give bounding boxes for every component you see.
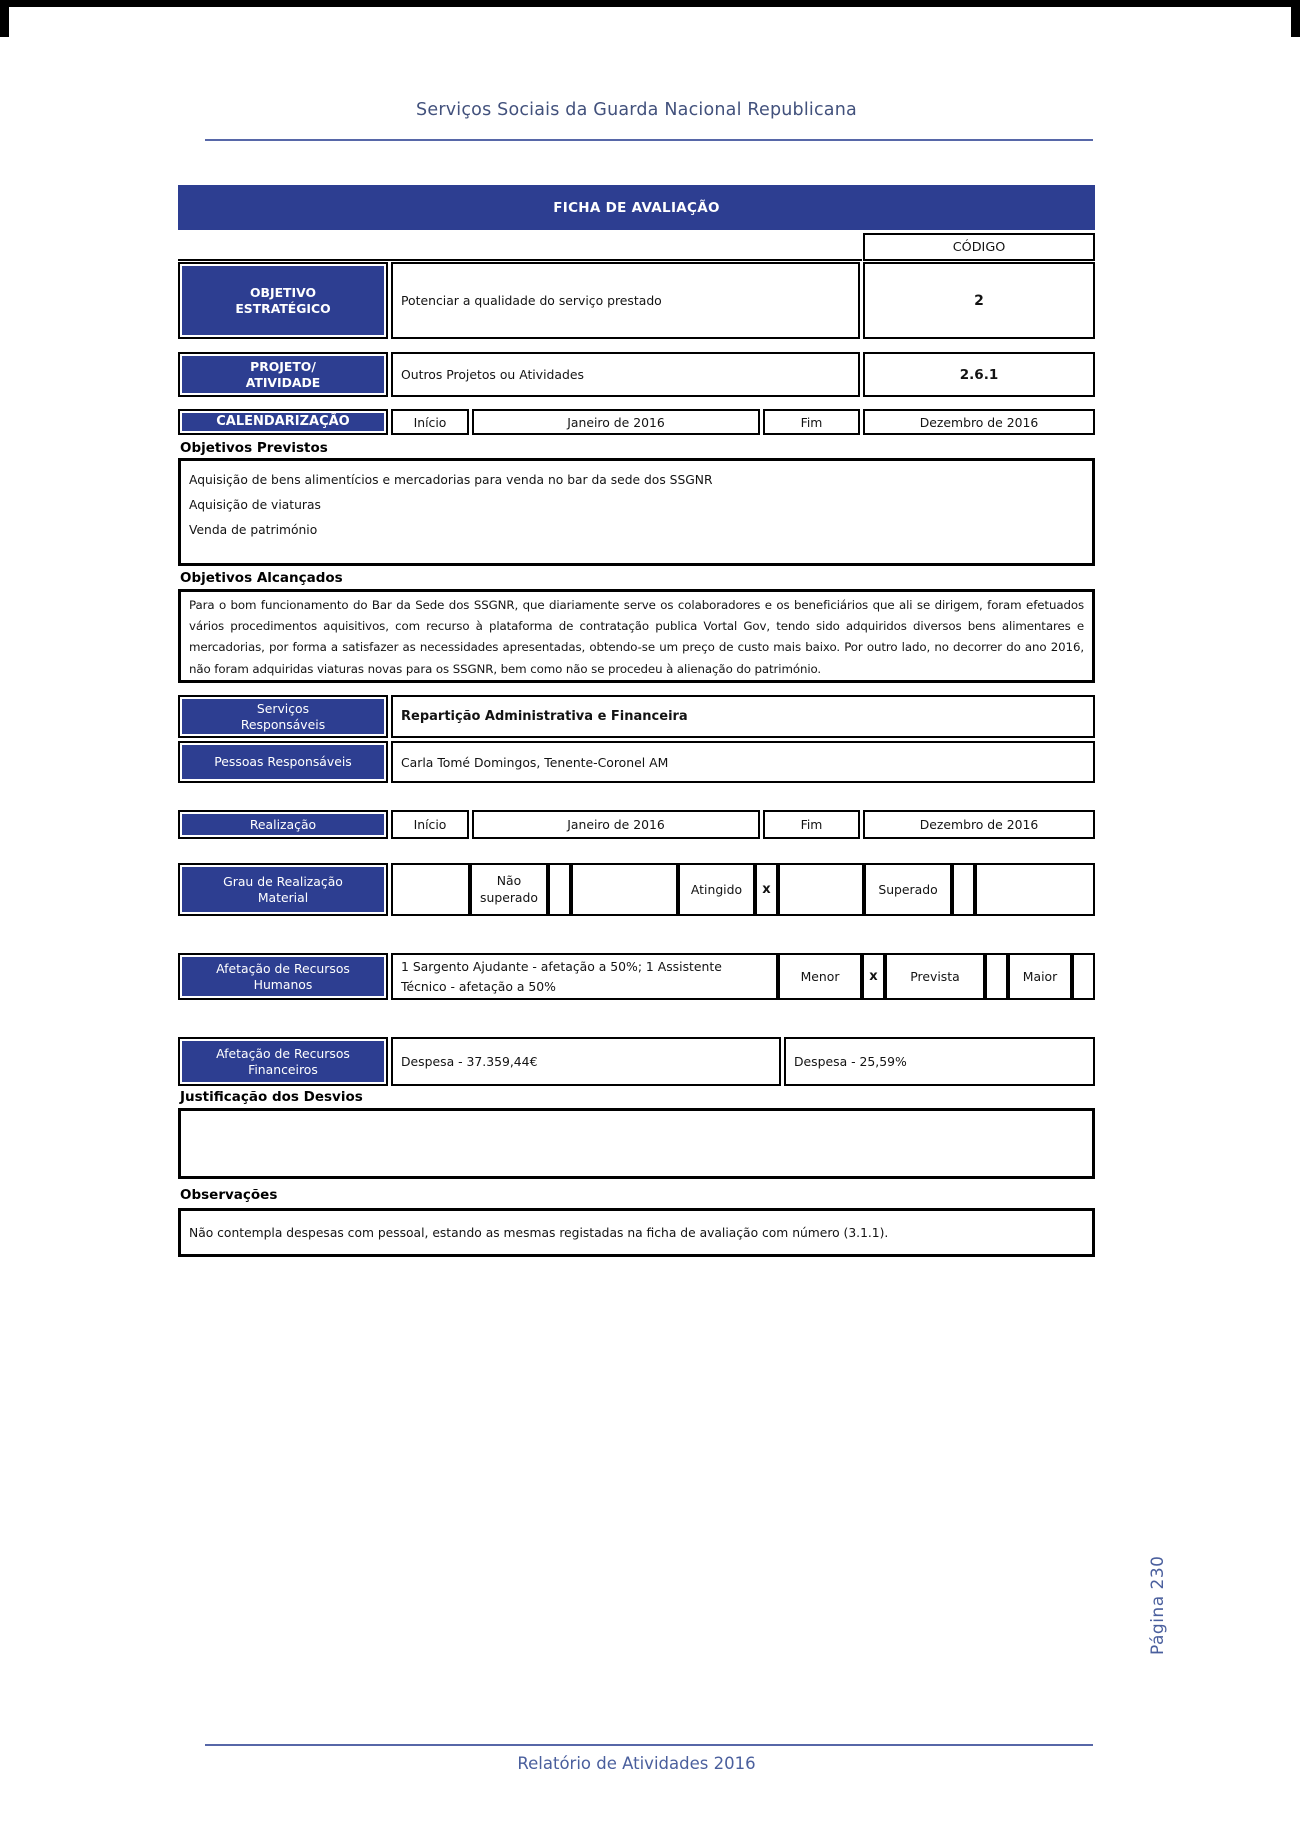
projeto-atividade-label-cell: PROJETO/ ATIVIDADE [178,352,388,397]
calendarizacao-fim-label-cell: Fim [763,409,860,435]
realizacao-fim-label-cell: Fim [763,810,860,839]
page-number-vertical: Página 230 [1148,1555,1168,1655]
grau-blank-1 [391,863,470,916]
recursos-humanos-prevista-checkbox [985,953,1008,1000]
calendarizacao-inicio-label-cell: Início [391,409,469,435]
recursos-humanos-value-cell: 1 Sargento Ajudante - afetação a 50%; 1 Assistente Técnico - afetação a 50% [391,953,778,1000]
form-title-text: FICHA DE AVALIAÇÃO [553,199,720,216]
recursos-humanos-label-cell: Afetação de Recursos Humanos [178,953,388,1000]
calendarizacao-inicio-value-cell: Janeiro de 2016 [472,409,760,435]
servicos-responsaveis-value-cell: Repartição Administrativa e Financeira [391,695,1095,738]
objetivos-alcancados-title: Objetivos Alcançados [180,570,343,586]
projeto-atividade-value-cell: Outros Projetos ou Atividades [391,352,860,397]
servicos-responsaveis-row [178,695,1095,738]
objetivo-estrategico-codigo-cell: 2 [863,262,1095,339]
recursos-humanos-maior-label: Maior [1008,953,1072,1000]
grau-option-nao-superado-checkbox [548,863,571,916]
observacoes-box: Não contempla despesas com pessoal, estando as mesmas registadas na ficha de avaliação com número (3.1.1). [178,1208,1095,1257]
header-rule [205,139,1093,141]
objetivos-previstos-item-3: Venda de património [189,523,318,537]
objetivos-previstos-box [178,458,1095,566]
scan-artifact-top-bar [0,0,1300,7]
realizacao-inicio-value-cell: Janeiro de 2016 [472,810,760,839]
form-title-banner [178,185,1095,230]
grau-realizacao-label-cell: Grau de Realização Material [178,863,388,916]
projeto-atividade-row [178,352,1095,397]
recursos-humanos-menor-label: Menor [778,953,862,1000]
objetivos-alcancados-box: Para o bom funcionamento do Bar da Sede dos SSGNR, que diariamente serve os colaboradores e os beneficiários que ali se dirigem, foram efetuados vários procedimentos aquisitivos, com recurso à plataforma de contratação publica Vortal Gov, tendo sido adquiridos diversos bens alimentares e mercadorias, por forma a satisfazer as necessidades apresentadas, obtendo-se um preço de custo mais baixo. Por outro lado, no decorrer do ano 2016, não foram adquiridas viaturas novas para os SSGNR, bem como não se procedeu à alienação do património. [178,589,1095,683]
objetivo-estrategico-label-cell: OBJETIVO ESTRATÉGICO [178,262,388,339]
grau-blank-2 [571,863,678,916]
projeto-atividade-codigo-cell: 2.6.1 [863,352,1095,397]
servicos-responsaveis-label-cell: Serviços Responsáveis [178,695,388,738]
recursos-financeiros-label-cell: Afetação de Recursos Financeiros [178,1037,388,1086]
realizacao-fim-value-cell: Dezembro de 2016 [863,810,1095,839]
recursos-humanos-maior-checkbox [1072,953,1095,1000]
grau-option-superado-label: Superado [864,863,952,916]
calendarizacao-fim-value-cell: Dezembro de 2016 [863,409,1095,435]
grau-blank-4 [975,863,1095,916]
page-header-title: Serviços Sociais da Guarda Nacional Republicana [416,100,857,120]
objetivos-previstos-title: Objetivos Previstos [180,440,328,456]
scan-artifact-left-corner [0,0,9,37]
recursos-humanos-menor-checkbox: x [862,953,885,1000]
recursos-financeiros-row [178,1037,1095,1086]
page-footer-title: Relatório de Atividades 2016 [517,1754,756,1773]
calendarizacao-row [178,409,1095,435]
scan-artifact-right-corner [1291,0,1300,37]
pessoas-responsaveis-row [178,741,1095,783]
grau-option-atingido-checkbox: x [755,863,778,916]
recursos-financeiros-despesa-percent-cell: Despesa - 25,59% [784,1037,1095,1086]
pessoas-responsaveis-value-cell: Carla Tomé Domingos, Tenente-Coronel AM [391,741,1095,783]
grau-blank-3 [778,863,864,916]
pessoas-responsaveis-label-cell: Pessoas Responsáveis [178,741,388,783]
grau-option-nao-superado-label: Não superado [470,863,548,916]
realizacao-inicio-label-cell: Início [391,810,469,839]
realizacao-label-cell: Realização [178,810,388,839]
objetivo-estrategico-row [178,262,1095,339]
objetivo-estrategico-value-cell: Potenciar a qualidade do serviço prestado [391,262,860,339]
recursos-financeiros-despesa-valor-cell: Despesa - 37.359,44€ [391,1037,781,1086]
grau-option-superado-checkbox [952,863,975,916]
realizacao-row [178,810,1095,839]
objetivos-previstos-item-2: Aquisição de viaturas [189,498,321,512]
footer-rule [205,1744,1093,1746]
objetivos-previstos-item-1: Aquisição de bens alimentícios e mercadorias para venda no bar da sede dos SSGNR [189,473,713,487]
calendarizacao-label-cell: CALENDARIZAÇÃO [178,409,388,435]
grau-option-atingido-label: Atingido [678,863,755,916]
recursos-humanos-row [178,953,1095,1000]
codigo-strip-spacer [178,233,862,261]
observacoes-title: Observações [180,1187,278,1203]
justificacao-title: Justificação dos Desvios [180,1089,363,1105]
justificacao-box [178,1108,1095,1179]
grau-realizacao-row [178,863,1095,916]
codigo-header-cell: CÓDIGO [863,233,1095,261]
recursos-humanos-prevista-label: Prevista [885,953,985,1000]
